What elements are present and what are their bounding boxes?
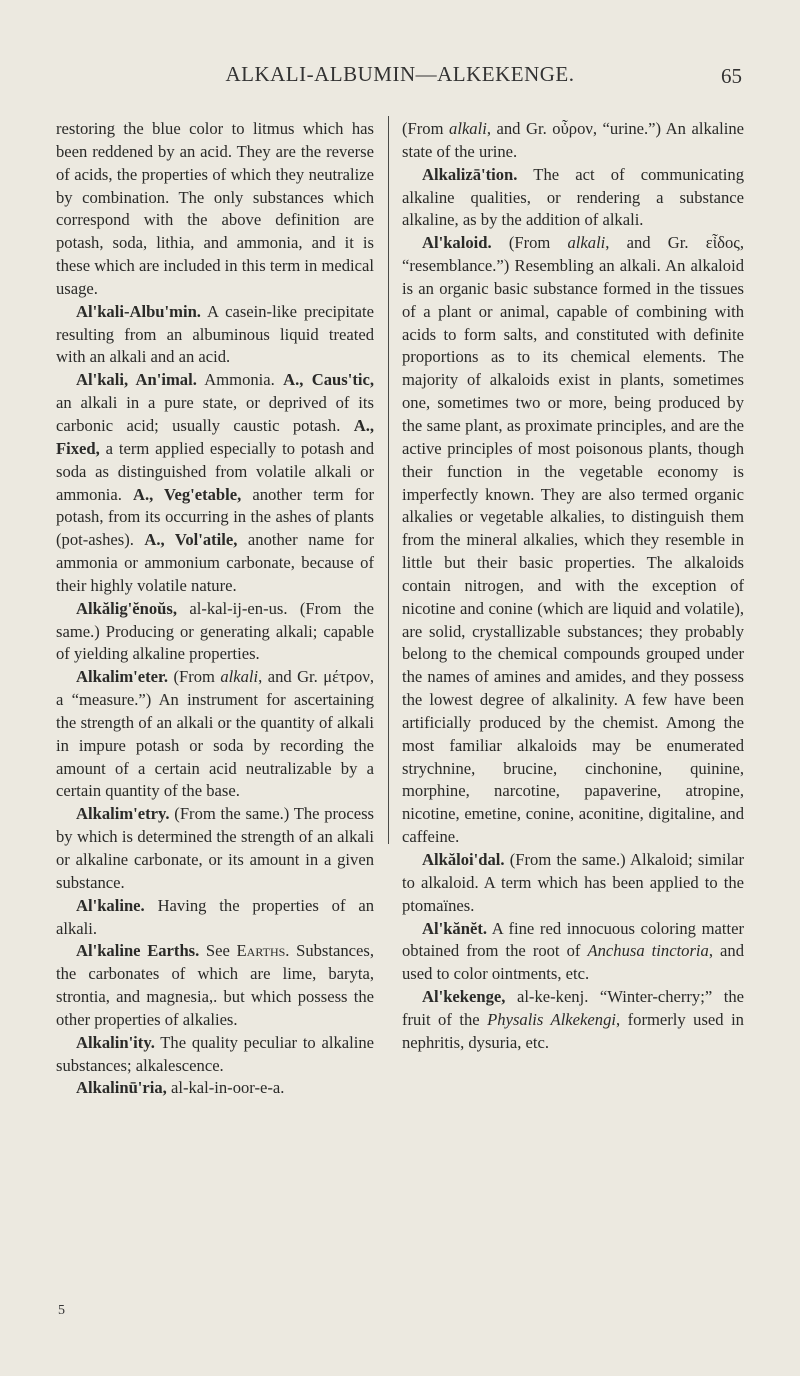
- headword: Alkăloi'dal.: [422, 850, 505, 869]
- subheadword: A., Vol'atile,: [144, 530, 238, 550]
- definition: The act of communicating alkaline qualities, or rendering a substance alkaline, as by the addition of alkali.: [402, 164, 744, 230]
- signature-mark: 5: [58, 1303, 65, 1318]
- running-head: ALKALI-ALBUMIN—ALKEKENGE.: [225, 62, 575, 86]
- left-column: [56, 118, 374, 1100]
- entry-alkaloid: [402, 232, 744, 849]
- definition: (From: [168, 667, 221, 687]
- continued-paragraph: [56, 118, 374, 301]
- definition: an alkali in a pure state, or deprived of its carbonic acid; usually caustic potash.: [56, 393, 374, 435]
- definition: A fine red innocuous coloring matter obtained from the root of: [402, 918, 744, 961]
- definition: , and Gr. μέτρον, a “measure.”) An instrument for ascertaining the strength of an alkali or the quantity of alkali in impure potash or soda by recording the amount of a certain acid neutralizable by a certain quantity of the base.: [56, 667, 374, 801]
- definition: , and used to color ointments, etc.: [402, 941, 745, 984]
- entry-alkaline-earths: [56, 940, 374, 1031]
- cross-reference: Earths: [236, 941, 286, 961]
- definition: See: [199, 941, 237, 961]
- definition: al-kal-ij-en-us. (From the same.) Producing or generating alkali; capable of yielding alkaline properties.: [56, 598, 374, 664]
- headword: Al'kaline Earths.: [76, 941, 200, 961]
- page-number: 65: [721, 64, 742, 88]
- entry-alkali-animal: [56, 369, 374, 597]
- italic-term: alkali: [567, 233, 606, 253]
- pronunciation: al-kal-in-oor-e-a.: [166, 1078, 285, 1098]
- entry-alkali-albumin: [56, 301, 374, 370]
- headword: Alkălig'ĕnoŭs,: [76, 598, 177, 618]
- headword: Al'kali-Albu'min.: [76, 301, 201, 321]
- definition: , and Gr. εἶδος, “resemblance.”) Resembling an alkali. An alkaloid is an organic basic substance formed in the tissues of a plant or animal, capable of combining with acids to form salts, and constituted with definite proportions as to its chemical elements. The majority of alkaloids exist in plants, sometimes one, sometimes two or more, being produced by the same plant, as proximate principles, and are the active principles of most poisonous plants, though their function in the vegetable economy is imperfectly known. They are also termed organic alkalies or vegetable alkalies, to distinguish them from the mineral alkalies, which they resemble in little but their basic properties. The alkaloids contain nitrogen, and with the exception of nicotine and conine (which are liquid and volatile), are solid, crystallizable substances; they probably belong to the chemical compounds grouped under the names of amines and amides, and they possess the lowest degree of alkalinity. A few have been artificially produced by the chemist. Among the most familiar alkaloids may be enumerated strychnine, brucine, cinchonine, quinine, morphine, narcotine, papaverine, atropine, nicotine, emetine, conine, aconitine, digitaline, and caffeine.: [402, 233, 744, 847]
- headword: Alkalin'ity.: [76, 1032, 155, 1052]
- subheadword: A., Fixed,: [56, 415, 374, 458]
- definition: (From: [402, 119, 450, 138]
- entry-alkaloidal: [402, 849, 744, 918]
- entry-alkalinuria: [56, 1077, 374, 1100]
- italic-term: Anchusa tinctoria: [587, 941, 709, 961]
- entry-alkanet: [402, 918, 744, 987]
- entry-alkaligenous: [56, 598, 374, 667]
- entry-alkalization: [402, 164, 744, 233]
- definition: A casein-like precipitate resulting from an albuminous liquid treated with an alkali and an acid.: [56, 301, 374, 367]
- definition: The quality peculiar to alkaline substances; alkalescence.: [56, 1032, 374, 1075]
- subheadword: A., Caus'tic,: [283, 370, 374, 390]
- definition: . Substances, the carbonates of which are lime, baryta, strontia, and magnesia,. but which possess the other properties of alkalies.: [56, 941, 374, 1029]
- column-divider: [388, 116, 389, 844]
- headword: Al'kekenge,: [422, 987, 506, 1007]
- definition: , formerly used in nephritis, dysuria, etc.: [402, 1009, 744, 1052]
- definition: al-ke-kenj. “Winter-cherry;” the fruit of the: [402, 987, 744, 1029]
- definition: a term applied especially to potash and soda as distinguished from volatile alkali or ammonia.: [56, 438, 374, 504]
- subheadword: A., Veg'etable,: [132, 484, 242, 504]
- continued-paragraph: [402, 118, 744, 164]
- definition: (From the same.) Alkaloid; similar to alkaloid. A term which has been applied to the ptomaïnes.: [402, 850, 744, 915]
- right-column: [402, 118, 744, 1055]
- headword: Al'kali, An'imal.: [76, 370, 197, 390]
- headword: Al'kaline.: [76, 895, 145, 915]
- italic-term: alkali: [449, 119, 487, 138]
- italic-term: Physalis Alkekengi: [487, 1009, 616, 1029]
- definition: (From: [491, 233, 568, 253]
- definition: another term for potash, from its occurring in the ashes of plants (pot-ashes).: [56, 484, 375, 550]
- headword: Alkalinū'ria,: [76, 1078, 167, 1098]
- entry-alkekenge: [402, 986, 744, 1055]
- definition: another name for ammonia or ammonium carbonate, because of their highly volatile nature.: [56, 530, 374, 595]
- entry-alkaline: [56, 895, 374, 941]
- headword: Alkalizā'tion.: [422, 164, 518, 184]
- entry-alkalinity: [56, 1032, 374, 1078]
- paragraph-text: restoring the blue color to litmus which has been reddened by an acid. They are the reverse of acids, the properties of which they neutralize by combination. The only substances which correspond with the above definition are potash, soda, lithia, and ammonia, and it is these which are included in this term in medical usage.: [56, 119, 374, 298]
- italic-term: alkali: [220, 667, 259, 687]
- definition: (From the same.) The process by which is determined the strength of an alkali or alkaline carbonate, or its amount in a given substance.: [56, 804, 374, 892]
- entry-alkalimeter: [56, 666, 374, 803]
- headword: Alkalim'etry.: [76, 804, 170, 824]
- entry-alkalimetry: [56, 803, 374, 894]
- definition: Ammonia.: [196, 370, 284, 390]
- headword: Al'kănĕt.: [422, 918, 487, 938]
- headword: Al'kaloid.: [422, 233, 492, 253]
- definition: , and Gr. οὖρον, “urine.”) An alkaline state of the urine.: [402, 119, 744, 161]
- definition: Having the properties of an alkali.: [56, 895, 374, 938]
- headword: Alkalim'eter.: [76, 667, 169, 687]
